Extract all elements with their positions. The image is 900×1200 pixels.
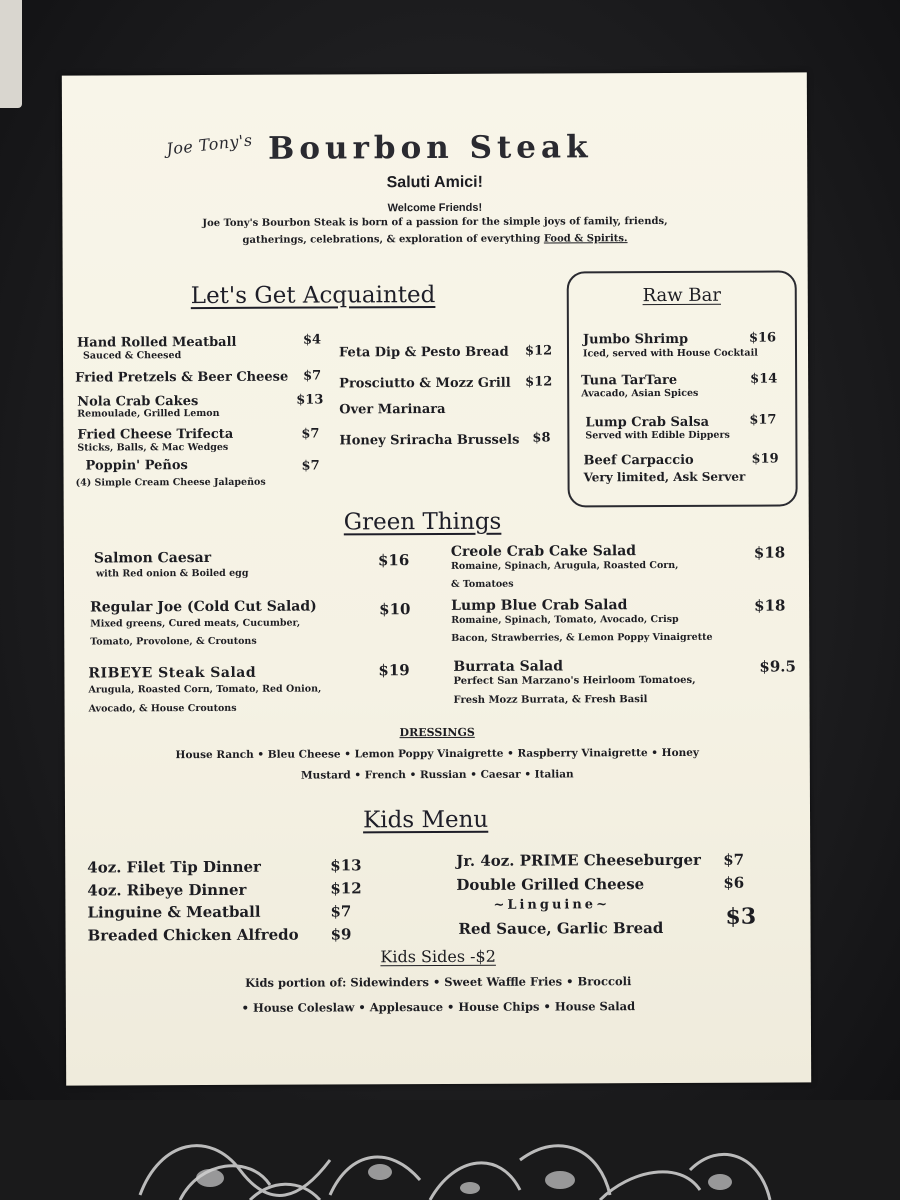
item-price: $9 [330, 925, 352, 944]
item-desc: Very limited, Ask Server [583, 469, 746, 485]
item-desc-line-2: Tomato, Provolone, & Croutons [90, 635, 257, 648]
item-name: Creole Crab Cake Salad [450, 543, 637, 560]
item-name: 4oz. Filet Tip Dinner [87, 857, 261, 877]
item-price: $7 [723, 850, 745, 869]
item-desc: Perfect San Marzano's Heirloom Tomatoes, [453, 674, 696, 687]
food-spirits-link: Food & Spirits. [543, 233, 628, 245]
item-price: $7 [330, 902, 352, 921]
item-price: $16 [748, 330, 777, 346]
item-desc: Arugula, Roasted Corn, Tomato, Red Onion, [88, 683, 322, 696]
item-price: $18 [753, 543, 786, 562]
item-name: Beef Carpaccio [583, 452, 694, 469]
menu-sheet [62, 72, 811, 1085]
background-paper-corner [0, 0, 22, 108]
item-desc: Remoulade, Grilled Lemon [77, 407, 220, 420]
dressings-line-1: House Ranch • Bleu Cheese • Lemon Poppy Vinaigrette • Raspberry Vinaigrette • Honey [175, 746, 700, 762]
item-desc: Sauced & Cheesed [82, 350, 182, 362]
item-price: $13 [296, 392, 324, 408]
intro-line-2: gatherings, celebrations, & exploration of everything Food & Spirits. [242, 233, 628, 246]
kids-sides-line-2: • House Coleslaw • Applesauce • House Chips • House Salad [241, 999, 636, 1015]
item-name: Hand Rolled Meatball [76, 334, 237, 351]
item-price: $7 [301, 426, 320, 442]
item-name: Jr. 4oz. PRIME Cheeseburger [456, 850, 701, 870]
kids-sides-line-1: Kids portion of: Sidewinders • Sweet Waffle Fries • Broccoli [245, 974, 632, 990]
item-price: $9.5 [759, 657, 796, 676]
script-name: Joe Tony's [165, 130, 254, 159]
item-name-line-2: Over Marinara [339, 401, 446, 418]
patterned-fabric [0, 1100, 900, 1200]
item-price: $19 [378, 661, 410, 680]
item-name: Lump Crab Salsa [585, 414, 710, 431]
item-desc-line-2: Avocado, & House Croutons [88, 702, 237, 715]
item-price: $16 [377, 551, 410, 570]
brand-title: Bourbon Steak [268, 129, 593, 167]
item-name: Jumbo Shrimp [582, 331, 689, 348]
item-desc-line-2: & Tomatoes [450, 578, 514, 590]
item-price: $7 [303, 368, 322, 384]
item-price: $12 [525, 374, 553, 390]
item-desc-line-2: Fresh Mozz Burrata, & Fresh Basil [453, 694, 648, 706]
item-desc: Mixed greens, Cured meats, Cucumber, [90, 617, 301, 630]
item-price: $6 [723, 873, 745, 892]
item-name: Poppin' Peños [85, 458, 188, 474]
item-desc: Romaine, Spinach, Arugula, Roasted Corn, [450, 559, 679, 572]
item-name: Prosciutto & Mozz Grill [339, 375, 511, 392]
dressings-title: DRESSINGS [399, 725, 475, 740]
section-acquainted-title: Let's Get Acquainted [190, 282, 436, 310]
item-desc: Served with Edible Dippers [585, 429, 730, 442]
item-desc-line-2: Bacon, Strawberries, & Lemon Poppy Vinaigrette [451, 631, 713, 644]
raw-bar-title: Raw Bar [642, 284, 721, 307]
item-price: $14 [750, 371, 778, 387]
item-name: Nola Crab Cakes [77, 394, 199, 410]
item-price: $19 [751, 451, 779, 467]
item-price: $7 [301, 458, 320, 474]
item-price: $12 [524, 343, 553, 359]
item-name: Regular Joe (Cold Cut Salad) [90, 598, 317, 616]
item-name: Honey Sriracha Brussels [339, 432, 520, 449]
item-name: Salmon Caesar [93, 549, 212, 567]
kids-sides-title: Kids Sides -$2 [380, 946, 496, 967]
item-name: Double Grilled Cheese [456, 875, 645, 894]
item-name: 4oz. Ribeye Dinner [87, 880, 247, 900]
item-price: $8 [532, 430, 551, 446]
item-desc: Iced, served with House Cocktail [582, 347, 758, 360]
intro-line-1: Joe Tony's Bourbon Steak is born of a passion for the simple joys of family, friends, [202, 215, 668, 230]
item-name: Linguine & Meatball [87, 902, 261, 922]
item-name: Feta Dip & Pesto Bread [338, 344, 509, 361]
linguine-desc: Red Sauce, Garlic Bread [458, 919, 664, 938]
section-green-title: Green Things [343, 508, 502, 536]
item-desc: (4) Simple Cream Cheese Jalapeños [75, 476, 266, 489]
item-price: $17 [749, 412, 777, 428]
item-price: $13 [330, 856, 362, 875]
linguine-title: ~Linguine~ [493, 897, 610, 913]
section-kids-title: Kids Menu [362, 806, 489, 834]
item-price: $12 [330, 879, 362, 898]
welcome-text: Welcome Friends! [387, 201, 483, 215]
item-desc: with Red onion & Boiled egg [95, 567, 249, 580]
item-name: Lump Blue Crab Salad [451, 597, 628, 614]
greeting: Saluti Amici! [386, 173, 483, 192]
item-desc: Avacado, Asian Spices [581, 387, 699, 400]
item-name: RIBEYE Steak Salad [88, 664, 257, 682]
item-desc: Romaine, Spinach, Tomato, Avocado, Crisp [451, 613, 679, 626]
dressings-line-2: Mustard • French • Russian • Caesar • Italian [301, 768, 574, 782]
item-price: $4 [302, 332, 322, 348]
linguine-price: $3 [725, 903, 757, 930]
item-name: Breaded Chicken Alfredo [87, 925, 299, 945]
item-name: Burrata Salad [453, 658, 564, 675]
item-name: Fried Pretzels & Beer Cheese [75, 369, 289, 386]
item-desc: Sticks, Balls, & Mac Wedges [77, 441, 229, 454]
item-price: $10 [379, 600, 411, 619]
raw-bar-box [567, 270, 798, 507]
item-price: $18 [754, 596, 786, 615]
item-name: Tuna TarTare [581, 372, 678, 389]
item-name: Fried Cheese Trifecta [77, 426, 234, 443]
